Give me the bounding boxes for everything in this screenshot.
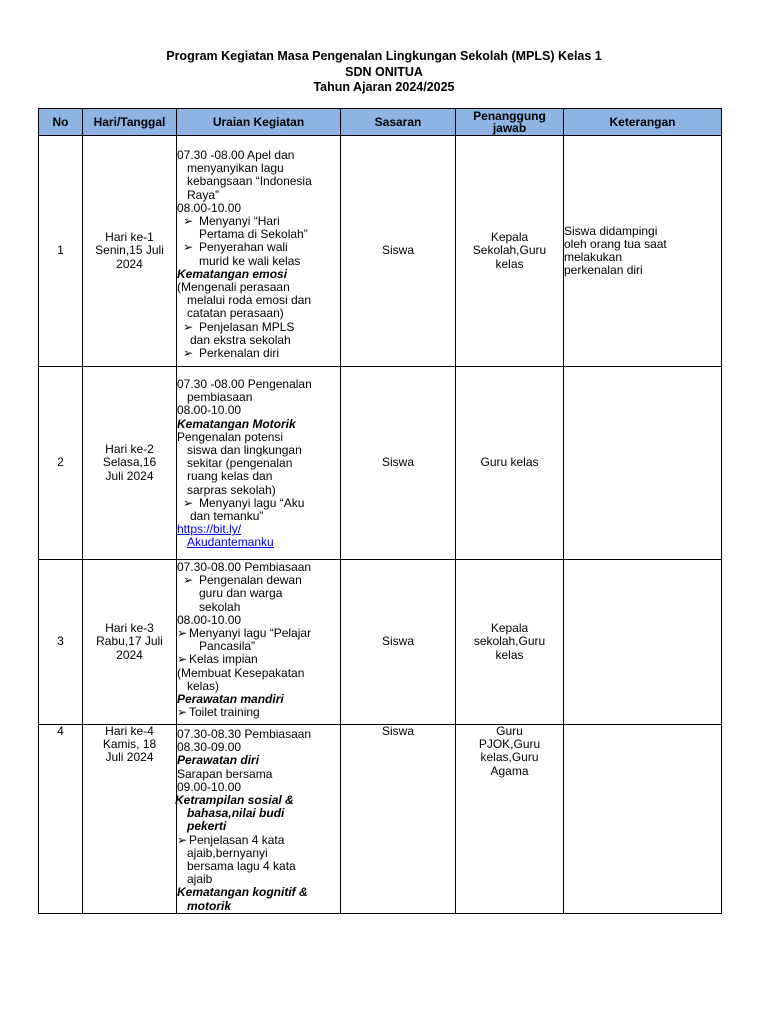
hari-line: Selasa,16 [102,455,157,470]
cell-uraian-kegiatan [177,725,341,914]
activity-line: Pertama di Sekolah” [199,227,308,242]
hari-line: Senin,15 Juli [95,243,164,258]
activity-line: Penyerahan wali [199,240,288,255]
activity-line: murid ke wali kelas [199,253,301,268]
cell-keterangan [564,136,722,367]
hari-line: 2024 [116,647,143,662]
pj-line: sekolah,Guru [473,634,546,649]
cell-no: 3 [39,560,83,725]
activity-line: Pengenalan potensi [177,429,284,444]
activity-line: 09.00-10.00 [177,779,242,794]
document-title [0,49,768,96]
cell-keterangan [564,560,722,725]
cell-sasaran: Siswa [341,725,456,914]
table-row [39,725,722,914]
cell-sasaran: Siswa [341,560,456,725]
arrow-bullet-icon: ➢ [177,832,188,847]
activity-line: Pancasila” [199,639,256,654]
keterangan-line: perkenalan diri [564,263,643,278]
activity-line: Menyanyi lagu “Aku [199,495,305,510]
hari-line: Juli 2024 [105,468,154,483]
activity-line: Raya” [187,187,220,202]
cell-penanggung-jawab [456,136,564,367]
title-line-school: SDN ONITUA [345,64,423,79]
pj-line: Kepala [490,621,529,636]
table-row [39,367,722,560]
activity-line: ruang kelas dan [187,469,273,484]
activity-line: bersama lagu 4 kata [187,859,296,874]
cell-sasaran: Siswa [341,136,456,367]
song-link-continued[interactable]: Akudantemanku [187,535,274,550]
activity-line: 07.30-08.30 Pembiasaan [177,727,312,741]
activity-line: sekitar (pengenalan [187,456,293,471]
activity-line: kebangsaan “Indonesia [187,174,312,189]
activity-heading: pekerti [187,819,227,834]
cell-no: 2 [39,367,83,560]
arrow-bullet-icon: ➢ [183,240,194,255]
activity-heading: Perawatan mandiri [177,692,284,707]
pj-line: kelas [495,647,524,662]
hari-line: Kamis, 18 [102,737,157,752]
activity-line: Kelas impian [189,652,258,667]
activity-line: Pengenalan dewan [199,573,302,588]
cell-keterangan [564,367,722,560]
activity-line: Menyanyi “Hari [199,214,280,229]
activity-line: 07.30 -08.00 Apel dan [177,148,295,162]
activity-line: catatan perasaan) [187,306,284,321]
hari-line: 2024 [116,256,143,271]
activity-heading: Ketrampilan sosial & [175,793,294,808]
cell-no: 4 [39,725,83,914]
bullet-item [177,321,340,334]
activity-line: dan temanku” [190,509,264,524]
activity-line: sarpras sekolah) [187,482,276,497]
activity-line: ajaib [187,872,213,887]
cell-uraian-kegiatan [177,136,341,367]
hari-line: Hari ke-1 [105,230,154,245]
table-row [39,136,722,367]
activity-line: dan ekstra sekolah [190,332,291,347]
activity-line: 08.00-10.00 [177,403,242,418]
activity-line: 08.00-10.00 [177,200,242,215]
activity-heading: Kematangan emosi [177,266,288,281]
arrow-bullet-icon: ➢ [177,652,188,667]
keterangan-line: oleh orang tua saat [564,236,667,251]
activity-line: Toilet training [189,705,260,720]
bullet-item [177,834,340,847]
activity-line: 08.00-10.00 [177,612,242,627]
pj-line: Agama [490,763,529,778]
cell-no: 1 [39,136,83,367]
column-header-uraian-kegiatan: Uraian Kegiatan [177,109,341,136]
column-header-keterangan: Keterangan [564,109,722,136]
arrow-bullet-icon: ➢ [183,495,194,510]
cell-uraian-kegiatan [177,560,341,725]
activity-heading: motorik [187,898,232,913]
hari-line: Juli 2024 [105,750,154,765]
pj-line: Kepala [490,230,529,245]
bullet-item [177,347,340,360]
column-header-sasaran: Sasaran [341,109,456,136]
activity-line: ajaib,bernyanyi [187,845,268,860]
keterangan-line: Siswa didampingi [564,223,658,238]
activity-line: Penjelasan 4 kata [189,832,285,847]
activity-line: Menyanyi lagu “Pelajar [189,626,312,641]
activity-line: Sarapan bersama [177,766,273,781]
activity-heading: Perawatan diri [177,753,260,768]
pj-line: kelas,Guru [480,750,539,765]
hari-line: Hari ke-4 [105,724,154,738]
activity-line: pembiasaan [187,390,253,405]
link-line [177,536,340,549]
cell-uraian-kegiatan [177,367,341,560]
table-header-row [39,109,722,136]
activity-line: Penjelasan MPLS [199,319,295,334]
cell-hari-tanggal [83,560,177,725]
activity-line: sekolah [199,599,241,614]
activity-heading: Kematangan kognitif & [177,885,308,900]
cell-hari-tanggal [83,725,177,914]
keterangan-line: melakukan [564,250,623,264]
pj-line: Sekolah,Guru [472,243,547,258]
hari-line: Hari ke-3 [105,621,154,636]
song-link[interactable]: https://bit.ly/ [177,522,242,537]
table-row [39,560,722,725]
cell-penanggung-jawab [456,560,564,725]
pj-line: Guru [496,724,523,738]
arrow-bullet-icon: ➢ [177,705,188,720]
arrow-bullet-icon: ➢ [183,573,194,588]
arrow-bullet-icon: ➢ [183,214,194,229]
pj-line: Guru kelas [480,455,539,470]
hari-line: Hari ke-2 [105,442,154,457]
column-header-penanggung-jawab: Penanggung jawab [456,109,564,136]
pj-line: PJOK,Guru [478,737,541,752]
pj-line: kelas [495,256,524,271]
activity-line: (Mengenali perasaan [177,280,290,295]
mpls-schedule-table [38,108,722,914]
activity-line: kelas) [187,678,220,693]
activity-line: Perkenalan diri [199,346,280,361]
hari-line: Rabu,17 Juli [96,634,163,649]
bullet-item [177,706,340,719]
activity-line: 08.30-09.00 [177,740,242,755]
cell-hari-tanggal [83,136,177,367]
title-line-program: Program Kegiatan Masa Pengenalan Lingkungan Sekolah (MPLS) Kelas 1 [166,49,602,63]
activity-heading: Kematangan Motorik [177,416,296,431]
activity-line: siswa dan lingkungan [187,443,302,458]
activity-line: (Membuat Kesepakatan [177,665,305,680]
activity-line: 07.30 -08.00 Pengenalan [177,377,312,391]
bullet-item [177,241,340,254]
activity-heading: bahasa,nilai budi [187,806,285,821]
arrow-bullet-icon: ➢ [183,346,194,361]
title-line-year: Tahun Ajaran 2024/2025 [313,80,455,94]
activity-line: guru dan warga [199,586,283,601]
column-header-hari-tanggal: Hari/Tanggal [83,109,177,136]
column-header-no: No [39,109,83,136]
arrow-bullet-icon: ➢ [177,626,188,641]
cell-penanggung-jawab [456,367,564,560]
cell-penanggung-jawab [456,725,564,914]
cell-sasaran: Siswa [341,367,456,560]
bullet-item [177,653,340,666]
activity-line: menyanyikan lagu [187,161,284,176]
activity-line: 07.30-08.00 Pembiasaan [177,560,312,574]
arrow-bullet-icon: ➢ [183,319,194,334]
activity-line: melalui roda emosi dan [187,293,312,308]
cell-hari-tanggal [83,367,177,560]
cell-keterangan [564,725,722,914]
